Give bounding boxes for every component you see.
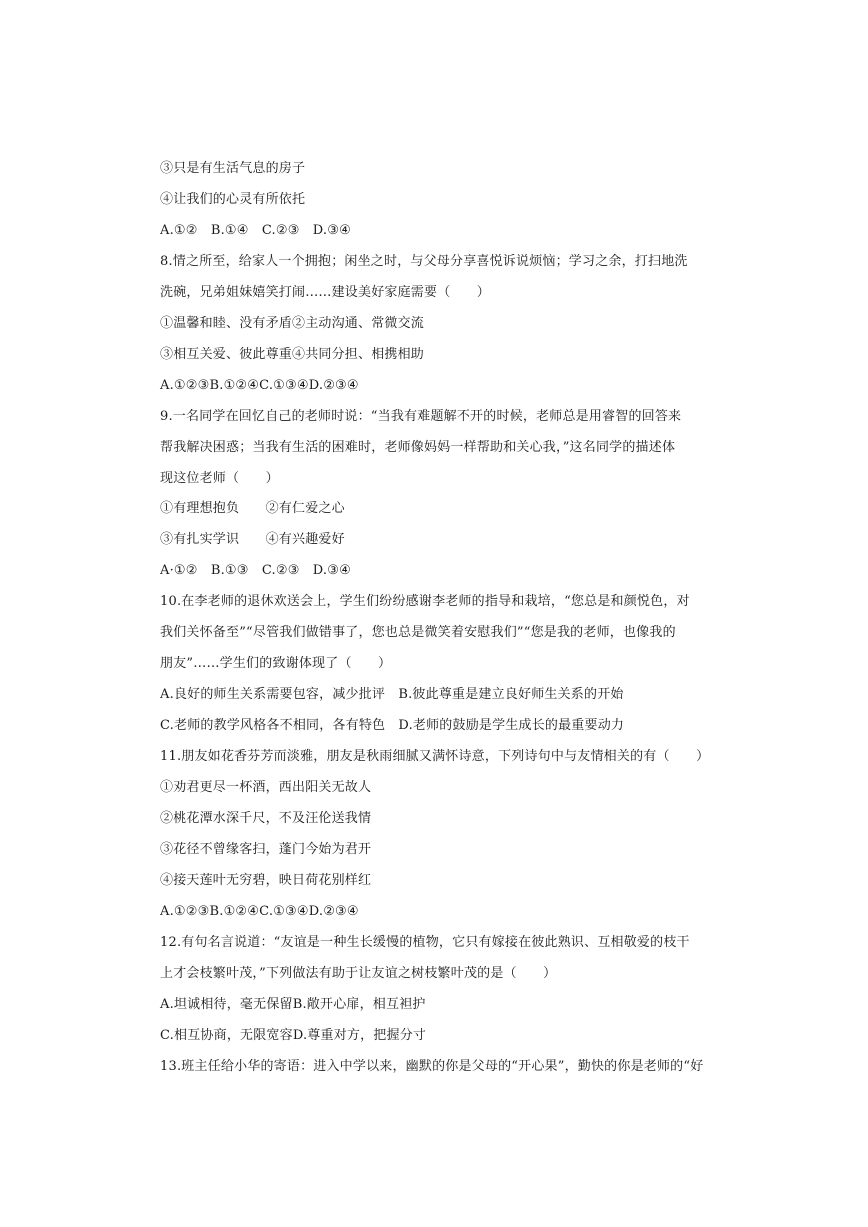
answer-choices: A·①② B.①③ C.②③ D.③④ (160, 563, 351, 578)
answer-choices: A.坦诚相待，毫无保留B.敞开心扉，相互袒护 (160, 997, 426, 1012)
question-9-line: 帮我解决困惑；当我有生活的困难时，老师像妈妈一样帮助和关心我，”这名同学的描述体 (160, 440, 676, 455)
question-13-line: 13.班主任给小华的寄语：进入中学以来，幽默的你是父母的“开心果”，勤快的你是老师的“好 (160, 1059, 704, 1074)
option-line: ①有理想抱负 ②有仁爱之心 (160, 501, 345, 516)
option-line: ④接天莲叶无穷碧，映日荷花别样红 (160, 873, 372, 888)
question-10-line: 我们关怀备至”“尽管我们做错事了，您也总是微笑着安慰我们”“您是我的老师，也像我的 (160, 625, 676, 640)
answer-choices: A.①②③B.①②④C.①③④D.②③④ (160, 904, 359, 919)
option-line: ③有扎实学识 ④有兴趣爱好 (160, 532, 345, 547)
answer-choices: C.相互协商，无限宽容D.尊重对方，把握分寸 (160, 1028, 427, 1043)
answer-choices: A.①② B.①④ C.②③ D.③④ (160, 223, 351, 238)
option-line: ④让我们的心灵有所依托 (160, 192, 306, 207)
question-10-line: 朋友”……学生们的致谢体现了（ ） (160, 656, 392, 671)
option-line: ①劝君更尽一杯酒，西出阳关无故人 (160, 780, 372, 795)
option-line: ③只是有生活气息的房子 (160, 161, 306, 176)
question-8-line: 8.情之所至，给家人一个拥抱；闲坐之时，与父母分享喜悦诉说烦恼；学习之余，打扫地洗 (160, 254, 688, 269)
option-line: ①温馨和睦、没有矛盾②主动沟通、常微交流 (160, 316, 425, 331)
question-9-line: 9.一名同学在回忆自己的老师时说：“当我有难题解不开的时候，老师总是用睿智的回答来 (160, 409, 682, 424)
question-9-line: 现这位老师（ ） (160, 471, 279, 486)
question-10-line: 10.在李老师的退休欢送会上，学生们纷纷感谢李老师的指导和栽培，“您总是和颜悦色，对 (160, 594, 690, 609)
option-line: ③相互关爱、彼此尊重④共同分担、相携相助 (160, 347, 425, 362)
question-8-line: 洗碗，兄弟姐妹嬉笑打闹……建设美好家庭需要（ ） (160, 285, 491, 300)
answer-choices: A.①②③B.①②④C.①③④D.②③④ (160, 378, 359, 393)
question-11-line: 11.朋友如花香芬芳而淡雅，朋友是秋雨细腻又满怀诗意，下列诗句中与友情相关的有（ ） (160, 749, 710, 764)
answer-choices: A.良好的师生关系需要包容，减少批评 B.彼此尊重是建立良好师生关系的开始 (160, 687, 624, 702)
answer-choices: C.老师的教学风格各不相同，各有特色 D.老师的鼓励是学生成长的最重要动力 (160, 718, 625, 733)
option-line: ③花径不曾缘客扫，蓬门今始为君开 (160, 842, 372, 857)
option-line: ②桃花潭水深千尺，不及汪伦送我情 (160, 811, 372, 826)
question-12-line: 12.有句名言说道：“友谊是一种生长缓慢的植物，它只有嫁接在彼此熟识、互相敬爱的枝干 (160, 935, 690, 950)
question-12-line: 上才会枝繁叶茂，”下列做法有助于让友谊之树枝繁叶茂的是（ ） (160, 966, 557, 981)
